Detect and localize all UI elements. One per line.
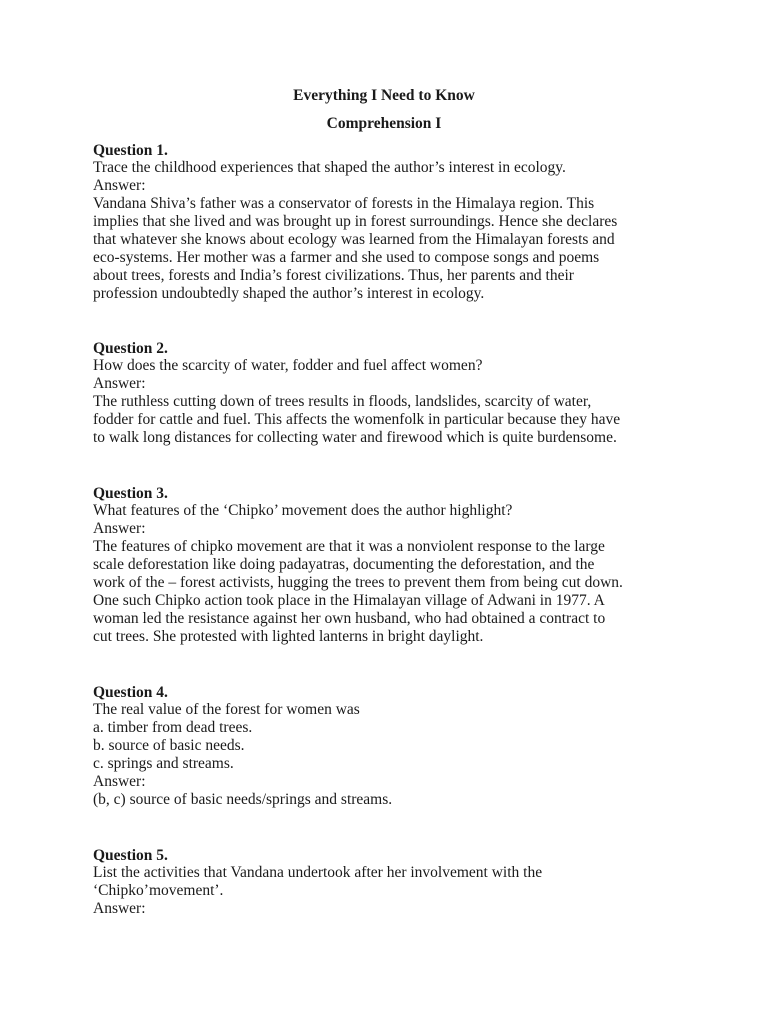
question-heading: Question 2. bbox=[93, 340, 168, 357]
answer-text-line: eco-systems. Her mother was a farmer and she used to compose songs and poems bbox=[93, 249, 600, 266]
answer-text-line: One such Chipko action took place in the Himalayan village of Adwani in 1977. A bbox=[93, 592, 605, 609]
answer-label: Answer: bbox=[93, 177, 146, 194]
answer-label: Answer: bbox=[93, 375, 146, 392]
question-heading: Question 1. bbox=[93, 142, 168, 159]
answer-text-line: The ruthless cutting down of trees results in floods, landslides, scarcity of water, bbox=[93, 393, 592, 410]
page-subtitle: Comprehension I bbox=[326, 115, 442, 132]
option-b: b. source of basic needs. bbox=[93, 737, 245, 754]
question-block-1 bbox=[93, 142, 693, 303]
answer-label: Answer: bbox=[93, 900, 146, 917]
answer-text-line: fodder for cattle and fuel. This affects the womenfolk in particular because they have bbox=[93, 411, 621, 428]
question-text: List the activities that Vandana undertook after her involvement with the bbox=[93, 864, 543, 881]
answer-text-line: work of the – forest activists, hugging the trees to prevent them from being cut down. bbox=[93, 574, 623, 591]
answer-label: Answer: bbox=[93, 773, 146, 790]
answer-text-line: (b, c) source of basic needs/springs and streams. bbox=[93, 791, 393, 808]
question-heading: Question 3. bbox=[93, 485, 168, 502]
question-text: How does the scarcity of water, fodder and fuel affect women? bbox=[93, 357, 483, 374]
question-heading: Question 4. bbox=[93, 684, 168, 701]
answer-text-line: woman led the resistance against her own husband, who had obtained a contract to bbox=[93, 610, 606, 627]
question-text: What features of the ‘Chipko’ movement does the author highlight? bbox=[93, 502, 513, 519]
question-block-5 bbox=[93, 847, 693, 918]
answer-text-line: cut trees. She protested with lighted lanterns in bright daylight. bbox=[93, 628, 484, 645]
option-c: c. springs and streams. bbox=[93, 755, 234, 772]
answer-text-line: The features of chipko movement are that it was a nonviolent response to the large bbox=[93, 538, 605, 555]
answer-label: Answer: bbox=[93, 520, 146, 537]
question-block-2 bbox=[93, 340, 693, 447]
question-text: ‘Chipko’movement’. bbox=[93, 882, 224, 899]
answer-text-line: about trees, forests and India’s forest civilizations. Thus, her parents and their bbox=[93, 267, 574, 284]
question-block-4 bbox=[93, 684, 693, 809]
page-title: Everything I Need to Know bbox=[293, 87, 475, 104]
answer-text-line: profession undoubtedly shaped the author’s interest in ecology. bbox=[93, 285, 485, 302]
question-text: Trace the childhood experiences that shaped the author’s interest in ecology. bbox=[93, 159, 566, 176]
answer-text-line: that whatever she knows about ecology was learned from the Himalayan forests and bbox=[93, 231, 615, 248]
question-text: The real value of the forest for women was bbox=[93, 701, 360, 718]
answer-text-line: scale deforestation like doing padayatras, documenting the deforestation, and the bbox=[93, 556, 595, 573]
answer-text-line: Vandana Shiva’s father was a conservator of forests in the Himalaya region. This bbox=[93, 195, 595, 212]
question-heading: Question 5. bbox=[93, 847, 168, 864]
question-block-3 bbox=[93, 485, 693, 646]
option-a: a. timber from dead trees. bbox=[93, 719, 253, 736]
answer-text-line: implies that she lived and was brought up in forest surroundings. Hence she declares bbox=[93, 213, 618, 230]
answer-text-line: to walk long distances for collecting water and firewood which is quite burdensome. bbox=[93, 429, 617, 446]
